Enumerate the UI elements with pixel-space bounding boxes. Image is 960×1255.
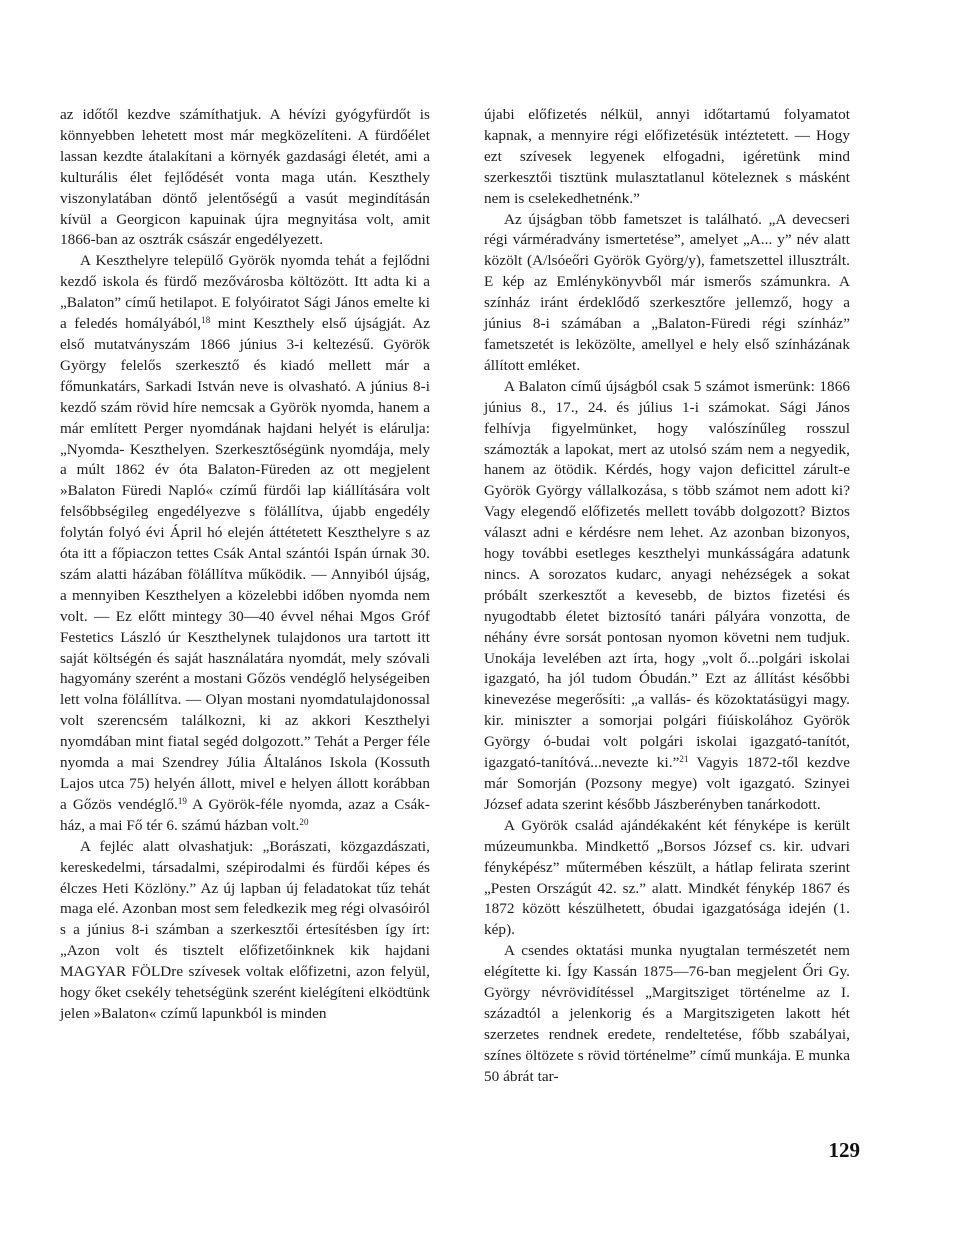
left-column	[60, 105, 430, 1025]
paragraph	[60, 251, 430, 836]
footnote-ref: 20	[299, 816, 309, 827]
paragraph-text: A Györök család ajándékaként két fényképe is került múzeumunkba. Mindkettő „Borsos József cs. kir. udvari fényképész” műtermében készült, a hátlap felirata szerint „Pesten Országút 42. sz.” alatt. Mindkét fénykép 1867 és 1872 között készülhetett, óbudai igazgatósága idején (1. kép).	[484, 816, 850, 939]
paragraph-text: Az újságban több fametszet is található. „A devecseri régi várméradvány ismertetése”, amelyet „A... y” név alatt közölt (A/lsóeőri Györök Györg/y), fametszettel illusztrált. E kép az Emlénykönyvből már ismerős számunkra. A színház iránt érdeklődő szerkesztőre jellemző, hogy a június 8-i számában a „Balaton-Füredi régi színház” fametszetét is leközölte, amellyel e hely első színházának állított emléket.	[484, 210, 850, 374]
paragraph-text: A Balaton című újságból csak 5 számot ismerünk: 1866 június 8., 17., 24. és július 1-i számokat. Sági János felhívja figyelmünket, hogy valószínűleg rosszul számozták a lapokat, mert az utolsó szám nem a negyedik, hanem az ötödik. Kérdés, hogy vajon deficittel zárult-e Györök György vállalkozása, s több számot nem adott ki? Vagy elegendő előfizetés mellett tovább dolgozott? Biztos választ adni e kérdésre nem lehet. Az azonban bizonyos, hogy további esetleges keszthelyi munkásságára adatunk nincs. A sorozatos kudarc, anyagi nehézségek a sokat próbált szerkesztőt a kevesebb, de biztos fizetési és nyugodtabb életet biztosító tanári pályára vonzotta, de néhány évre sorsát pontosan nyomon követni nem tudjuk. Unokája levelében azt írta, hogy „volt ő...polgári iskolai igazgató, ha jól tudom Óbudán.” Ezt az állítást későbbi kinevezése megerősíti: „a vallás- és közoktatásügyi magy. kir. miniszter a somorjai polgári fiúiskolához Györök György ó-budai volt polgári iskolai igazgató-tanítót, igazgató-tanítóvá...nevezte ki.”	[484, 377, 850, 772]
footnote-ref: 18	[201, 315, 211, 326]
paragraph	[484, 941, 850, 1087]
paragraph-text: A fejléc alatt olvashatjuk: „Borászati, közgazdászati, kereskedelmi, társadalmi, szépirodalmi és fürdői képes és élczes Heti Közlöny.” Az új lapban új feladatokat tűz tehát maga elé. Azonban most sem feledkezik meg régi olvasóiról s a június 8-i számban a szerkesztői értesítésben így írt: „Azon volt és tisztelt előfizetőinknek kik hajdani MAGYAR FÖLDre szívesek voltak előfizetni, azon felyül, hogy őket csekély tehetségünk szerént kielégíteni elködtünk jelen »Balaton« czímű lapunkból is minden	[60, 837, 430, 1022]
paragraph-text: Vagyis 1872-től kezdve már Somorján (Pozsony megye) volt igazgató. Szinyei József adata szerint később Jászberényben tanárkodott.	[484, 754, 850, 813]
page-number: 129	[828, 1138, 860, 1162]
paragraph-text: mint Keszthely első újságját. Az első mutatványszám 1866 június 3-i keltezésű. Györök György felelős szerkesztő és kiadó mellett már a főmunkatárs, Sarkadi István neve is olvasható. A június 8-i kezdő szám rövid híre nemcsak a Györök nyomda, hanem a már említett Perger nyomdának hajdani helyét is elárulja: „Nyomda- Keszthelyen. Szerkesztőségünk nyomdája, mely a múlt 1862 év óta Balaton-Füreden az ott megjelent »Balaton Füredi Napló« czímű fürdői lap kiállítására volt felsőbbségileg engedélyezve s fölállítva, újabb engedély folytán folyó évi Ápril hó elején áttétetett Keszthelyre s az óta itt a főpiaczon tettes Csák Antal szántói Ispán úrnak 30. szám alatti házában fölállítva működik. — Annyiból újság, a mennyiben Keszthelyen a közelebbi időben nyomda nem volt. — Ez előtt mintegy 30—40 évvel néhai Mgos Gróf Festetics László úr Keszthelynek tulajdonos ura tartott itt saját költségén és saját használatára nyomdát, mely szóvali hagyomány szerént a mostani Gőzös vendéglő helységeiben lett volna fölállítva. — Olyan mostani nyomdatulajdonossal volt szerencsém találkozni, ki az akkori Keszthelyi nyomdában mint fiatal segéd dolgozott.” Tehát a Perger féle nyomda a mai Szendrey Júlia Általános Iskola (Kossuth Lajos utca 75) helyén állott, mivel e helyen állott korábban a Gőzös vendéglő.	[60, 315, 431, 813]
paragraph-text: A Györök-féle nyomda, azaz a Csák-ház, a mai Fő tér 6. számú házban volt.	[60, 795, 430, 834]
paragraph	[60, 105, 430, 251]
paragraph-text: A csendes oktatási munka nyugtalan természetét nem elégítette ki. Így Kassán 1875—76-ban megjelent Őri Gy. György névrövidítéssel „Margitsziget történelme az I. századtól a jelenkorig és a Margitszigeten lakott hét szerzetes rendnek eredete, rendeltetése, főbb szabályai, színes öltözete s rövid történelme” című munkája. E munka 50 ábrát tar-	[484, 942, 850, 1085]
paragraph-text: az időtől kezdve számíthatjuk. A hévízi gyógyfürdőt is könnyebben lehetett most már megközelíteni. A fürdőélet lassan kezdte átalakítani a környék gazdasági életét, ami a kulturális élet fejlődését vonta maga után. Keszthely viszonylatában döntő jelentőségű a vasút megindításán kívül a Georgicon kapuinak újra megnyitása volt, amit 1866-ban az osztrák császár engedélyezett.	[60, 106, 430, 249]
paragraph	[60, 837, 430, 1025]
paragraph-text: újabi előfizetés nélkül, annyi időtartamú folyamatot kapnak, a mennyire régi előfizetésük intéztetett. — Hogy ezt szívesek legyenek elfogadni, igéretünk mind szerkesztői tisztünk mulasztatlanul köteleznek s másként nem is cselekedhetnénk.”	[484, 106, 850, 207]
paragraph	[484, 105, 850, 210]
paragraph-text: A Keszthelyre települő Györök nyomda tehát a fejlődni kezdő iskola és fürdő mezővárosba költözött. Itt adta ki a „Balaton” című hetilapot. E folyóiratot Sági János emelte ki a feledés homályából,	[60, 252, 430, 333]
paragraph	[484, 816, 850, 941]
footnote-ref: 21	[679, 754, 689, 765]
paragraph	[484, 377, 850, 816]
right-column	[484, 105, 850, 1088]
paragraph	[484, 210, 850, 377]
footnote-ref: 19	[177, 795, 187, 806]
